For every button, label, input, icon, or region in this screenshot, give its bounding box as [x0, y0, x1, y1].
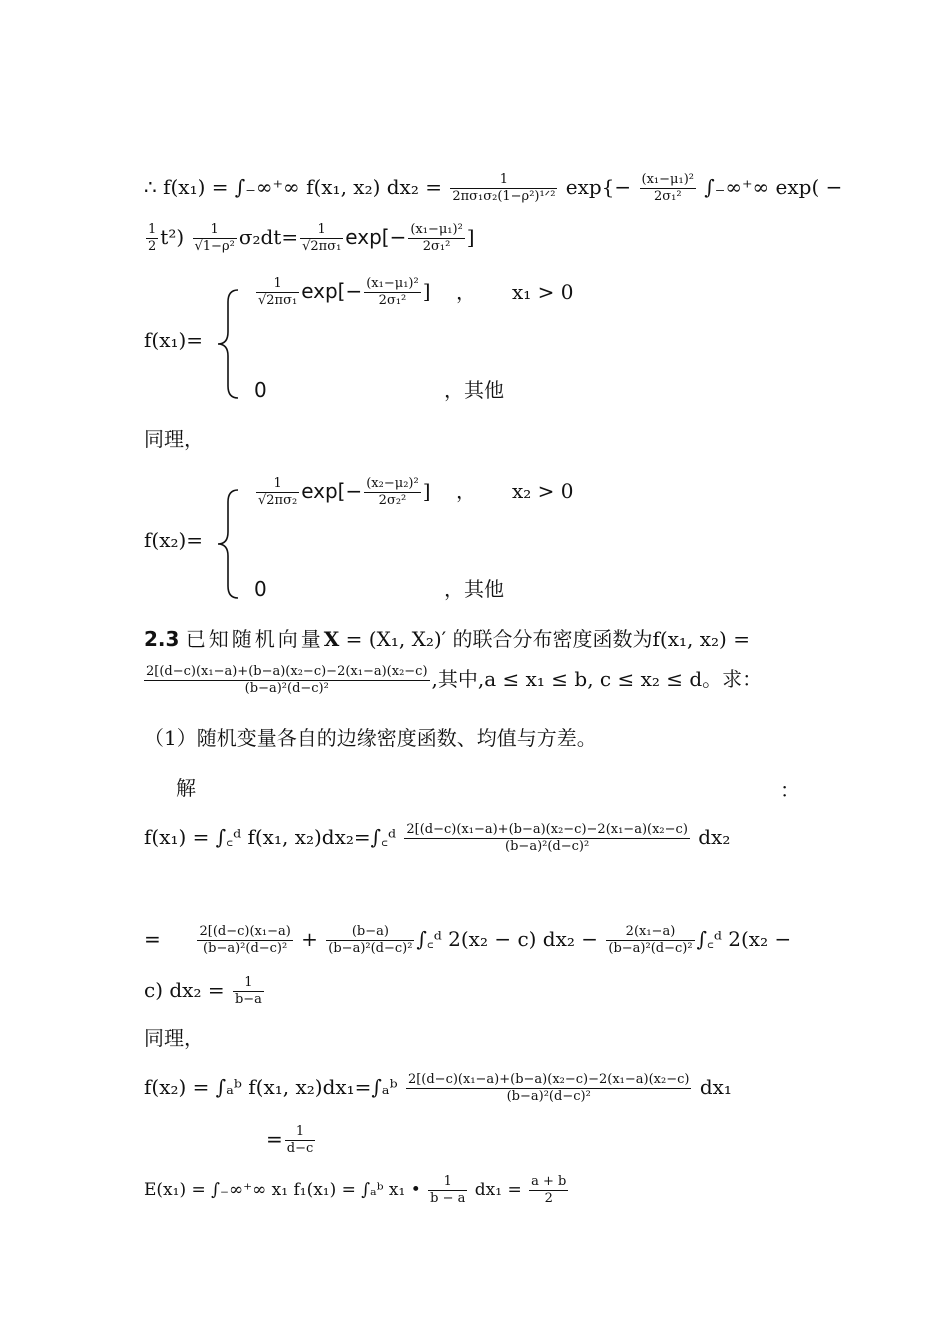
marginal-derivation-line-1	[144, 172, 842, 205]
fraction: $\frac{\text{(x₁−μ₁)²}}{\text{2σ₁²}}$	[410, 222, 463, 254]
piecewise-label: f(x₂)=	[144, 528, 204, 552]
formula-text: =	[266, 1127, 283, 1151]
formula-text: ∴ f(x₁) = ∫₋∞⁺∞ f(x₁, x₂) dx₂ =	[144, 175, 442, 199]
piecewise-case-1	[254, 276, 431, 309]
formula-text: exp{−	[565, 175, 632, 199]
fraction: $\frac{a + b}{2}$	[531, 1174, 567, 1206]
fraction: $\frac{\text{(x₁−μ₁)²}}{\text{2σ₁²}}$	[366, 276, 419, 308]
fraction: $\frac{1}{b-a}$	[234, 975, 262, 1007]
formula-text: =	[144, 927, 161, 951]
problem-text: ,其中,a ≤ x₁ ≤ b, c ≤ x₂ ≤ d。求：	[431, 667, 763, 691]
left-brace-icon	[212, 488, 242, 600]
formula-text: ]	[422, 279, 431, 303]
problem-statement	[144, 626, 750, 652]
piecewise-comma: ，	[456, 479, 476, 503]
fraction: $\frac{\text{(x₂−μ₂)²}}{\text{2σ₂²}}$	[366, 476, 419, 508]
piecewise-label: f(x₁)=	[144, 328, 204, 352]
formula-text: exp[−	[345, 225, 407, 249]
fraction: $\frac{1}{\text{√2πσ₁}}$	[302, 222, 342, 254]
piecewise-case-1	[254, 476, 431, 509]
fraction: $\frac{\text{2[(d−c)(x₁−a)}}{\text{(b−a)²(d−c)²}}$	[199, 924, 291, 956]
piecewise-condition: x₂ > 0	[512, 479, 574, 503]
piecewise-condition: x₁ > 0	[512, 280, 574, 304]
formula-text: c) dx₂ =	[144, 978, 225, 1002]
fraction: $\frac{1}{2}$	[148, 222, 157, 254]
vector-symbol: X	[323, 627, 340, 651]
marginal-f1-expansion	[144, 924, 791, 957]
fraction: $\frac{\text{2[(d−c)(x₁−a)+(b−a)(x₂−c)−2(x₁−a)(x₂−c)}}{\text{(b−a)²(d−c)²}}$	[146, 664, 428, 696]
fraction: $\frac{\text{(x₁−μ₁)²}}{\text{2σ₁²}}$	[641, 172, 694, 204]
formula-text: ∫₋∞⁺∞ exp( −	[704, 175, 843, 199]
similarly-text: 同理，	[144, 1026, 204, 1050]
formula-text: dx₂	[698, 825, 731, 849]
marginal-f1-result	[144, 975, 266, 1008]
fraction: $\frac{1}{d-c}$	[286, 1124, 314, 1156]
fraction: $\frac{\text{2[(d−c)(x₁−a)+(b−a)(x₂−c)−2(x₁−a)(x₂−c)}}{\text{(b−a)²(d−c)²}}$	[406, 822, 688, 854]
formula-text: ]	[422, 479, 431, 503]
formula-text: exp[−	[301, 479, 363, 503]
solution-colon: ：	[780, 778, 800, 802]
formula-text: ∫꜀ᵈ 2(x₂ − c) dx₂ −	[416, 927, 599, 951]
piecewise-zero: 0	[254, 577, 267, 601]
formula-text: ]	[466, 225, 475, 249]
piecewise-otherwise: ，其他	[444, 577, 504, 601]
formula-text: exp[−	[301, 279, 363, 303]
problem-density	[144, 664, 762, 697]
formula-text: dx₁	[699, 1075, 732, 1099]
formula-text: ∫꜀ᵈ 2(x₂ −	[696, 927, 792, 951]
marginal-f2-result	[266, 1124, 317, 1157]
formula-text: +	[301, 927, 318, 951]
formula-text: f(x₂) = ∫ₐᵇ f(x₁, x₂)dx₁=∫ₐᵇ	[144, 1075, 398, 1099]
fraction: $\frac{1}{\text{√2πσ₂}}$	[258, 476, 298, 508]
piecewise-zero: 0	[254, 378, 267, 402]
expectation-x1	[144, 1174, 570, 1207]
fraction: $\frac{\text{2[(d−c)(x₁−a)+(b−a)(x₂−c)−2(x₁−a)(x₂−c)}}{\text{(b−a)²(d−c)²}}$	[407, 1072, 690, 1104]
piecewise-otherwise: ，其他	[444, 378, 504, 402]
marginal-f1-integral	[144, 822, 730, 855]
problem-number: 2.3	[144, 627, 180, 651]
formula-text: dx₁ =	[474, 1180, 522, 1200]
marginal-f2-integral	[144, 1072, 732, 1105]
fraction: $\frac{1}{b - a}$	[430, 1174, 466, 1206]
question-1: （1）随机变量各自的边缘密度函数、均值与方差。	[144, 726, 597, 750]
solution-label: 解	[176, 776, 196, 800]
formula-text: σ₂dt=	[238, 225, 299, 249]
formula-text: t²)	[160, 225, 185, 249]
problem-text: 已知随机向量	[185, 627, 324, 651]
left-brace-icon	[212, 288, 242, 400]
fraction: $\frac{1}{\text{√2πσ₁}}$	[258, 276, 298, 308]
problem-text: = (X₁, X₂)′ 的联合分布密度函数为f(x₁, x₂) =	[339, 627, 750, 651]
formula-text: f(x₁) = ∫꜀ᵈ f(x₁, x₂)dx₂=∫꜀ᵈ	[144, 825, 396, 849]
marginal-derivation-line-2	[144, 222, 475, 255]
fraction: $\frac{\text{2(x₁−a)}}{\text{(b−a)²(d−c)²}}$	[608, 924, 693, 956]
piecewise-comma: ，	[456, 280, 476, 304]
similarly-text: 同理，	[144, 427, 204, 451]
fraction: $\frac{(b-a)}{\text{(b−a)²(d−c)²}}$	[328, 924, 413, 956]
formula-text: E(x₁) = ∫₋∞⁺∞ x₁ f₁(x₁) = ∫ₐᵇ x₁ •	[144, 1180, 421, 1200]
fraction: 1 2πσ₁σ₂(1−ρ²)¹ᐟ²	[452, 172, 556, 204]
fraction: $\frac{1}{\text{√1−ρ²}}$	[194, 222, 235, 254]
